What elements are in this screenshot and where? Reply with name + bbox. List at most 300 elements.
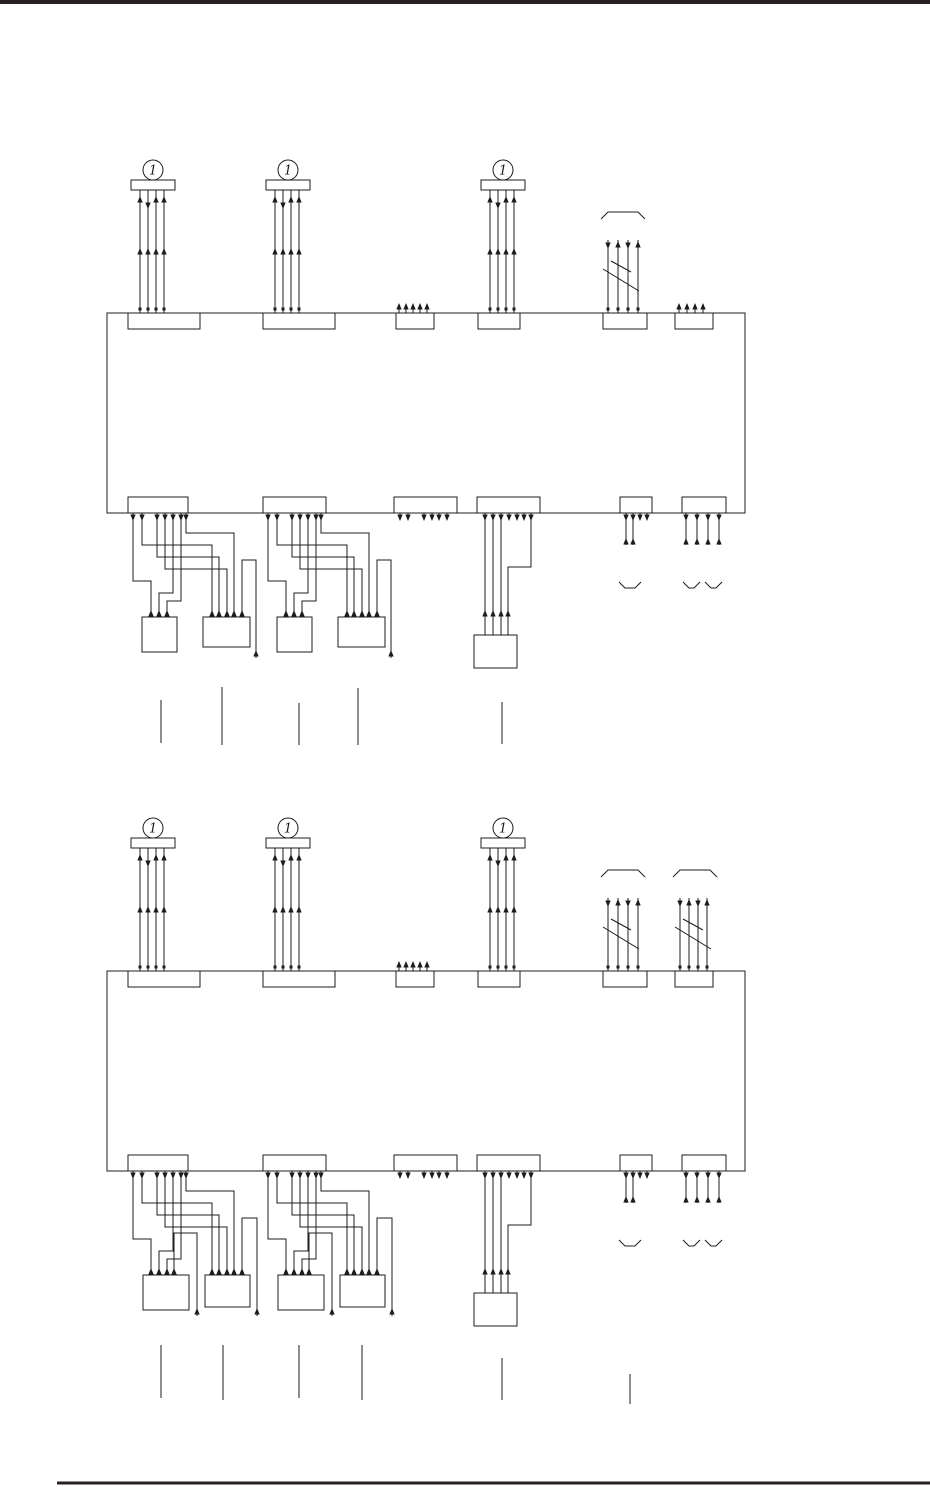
arrow-up	[623, 538, 628, 545]
device-box	[474, 1293, 517, 1326]
bottom-connector	[128, 497, 188, 513]
arrow-down	[528, 1173, 533, 1180]
arrow-down	[178, 515, 183, 522]
brace-down	[619, 1240, 641, 1246]
pin-dot	[688, 966, 691, 969]
arrow-down	[405, 1173, 410, 1180]
pin-dot	[505, 308, 508, 311]
arrow-up	[344, 610, 349, 617]
arrow-down	[274, 515, 279, 522]
pin-dot	[282, 308, 285, 311]
arrow-up	[209, 610, 214, 617]
device-box	[338, 617, 385, 647]
arrow-down	[178, 1173, 183, 1180]
device-box	[278, 1275, 324, 1310]
bottom-connector	[128, 1155, 188, 1171]
arrow-up	[272, 248, 277, 255]
pin-dot	[290, 966, 293, 969]
arrow-up	[615, 241, 620, 248]
arrow-down	[280, 861, 285, 868]
pin-dot	[282, 966, 285, 969]
arrow-up	[694, 1196, 699, 1203]
arrow-up	[692, 303, 697, 310]
wire-route	[292, 1171, 354, 1275]
wire-route	[508, 513, 531, 635]
arrow-down	[183, 515, 188, 522]
arrow-up	[503, 906, 508, 913]
arrow-up	[253, 650, 258, 657]
pin-dot	[298, 308, 301, 311]
arrow-down	[495, 861, 500, 868]
arrow-up	[280, 248, 285, 255]
arrow-up	[156, 1268, 161, 1275]
arrow-up	[288, 906, 293, 913]
arrow-up	[254, 1308, 259, 1315]
arrow-up	[700, 303, 705, 310]
pin-dot	[298, 966, 301, 969]
bottom-connector	[477, 497, 540, 513]
arrow-down	[605, 243, 610, 250]
arrow-down	[605, 901, 610, 908]
component-circle	[493, 160, 513, 180]
arrow-up	[635, 241, 640, 248]
arrow-up	[389, 1308, 394, 1315]
component-bar	[481, 180, 525, 190]
svg-text:1: 1	[148, 163, 158, 179]
arrow-up	[161, 906, 166, 913]
device-box	[474, 635, 517, 668]
arrow-up	[410, 961, 415, 968]
arrow-up	[705, 538, 710, 545]
pin-dot	[155, 966, 158, 969]
component-circle	[143, 160, 163, 180]
arrow-up	[503, 196, 508, 203]
arrow-up	[410, 303, 415, 310]
arrow-down	[498, 515, 503, 522]
arrow-up	[359, 1268, 364, 1275]
pin-dot	[513, 308, 516, 311]
device-box	[277, 617, 312, 652]
pin-dot	[147, 966, 150, 969]
wire-route	[292, 513, 354, 617]
wire-route	[242, 560, 256, 658]
pin-dot	[290, 308, 293, 311]
arrow-down	[444, 1173, 449, 1180]
arrow-down	[162, 515, 167, 522]
arrow-up	[272, 196, 277, 203]
component-circle	[278, 160, 298, 180]
bottom-connector	[477, 1155, 540, 1171]
arrow-up	[495, 248, 500, 255]
arrow-up	[296, 248, 301, 255]
arrow-down	[397, 1173, 402, 1180]
arrow-up	[511, 248, 516, 255]
arrow-up	[288, 196, 293, 203]
wire-route	[508, 1171, 531, 1293]
arrow-up	[137, 854, 142, 861]
arrow-down	[705, 515, 710, 522]
arrow-up	[716, 538, 721, 545]
arrow-up	[145, 248, 150, 255]
ecu-block	[107, 313, 745, 513]
svg-text:1: 1	[283, 821, 293, 837]
bottom-connector	[620, 497, 652, 513]
brace-down	[619, 582, 641, 588]
pin-dot	[627, 308, 630, 311]
arrow-down	[162, 1173, 167, 1180]
arrow-down	[444, 515, 449, 522]
arrow-down	[183, 1173, 188, 1180]
arrow-up	[216, 610, 221, 617]
arrow-up	[396, 303, 401, 310]
arrow-down	[495, 203, 500, 210]
pin-dot	[497, 308, 500, 311]
crossover-mark	[683, 919, 703, 930]
arrow-up	[161, 854, 166, 861]
arrow-up	[495, 906, 500, 913]
arrow-down	[145, 203, 150, 210]
brace-down	[683, 1240, 700, 1246]
wire-route	[167, 513, 181, 617]
arrow-down	[274, 1173, 279, 1180]
arrow-up	[171, 1268, 176, 1275]
arrow-up	[686, 899, 691, 906]
arrow-up	[156, 610, 161, 617]
top-connector	[396, 971, 434, 987]
arrow-up	[505, 1268, 510, 1275]
top-connector	[396, 313, 434, 329]
arrow-down	[405, 515, 410, 522]
pin-dot	[697, 966, 700, 969]
arrow-up	[623, 1196, 628, 1203]
arrow-down	[436, 515, 441, 522]
arrow-up	[272, 854, 277, 861]
arrow-up	[630, 1196, 635, 1203]
arrow-up	[280, 906, 285, 913]
arrow-up	[403, 961, 408, 968]
arrow-up	[388, 650, 393, 657]
arrow-down	[289, 515, 294, 522]
arrow-down	[429, 515, 434, 522]
arrow-up	[148, 1268, 153, 1275]
arrow-up	[299, 1268, 304, 1275]
arrow-down	[305, 515, 310, 522]
brace-up	[601, 212, 645, 219]
arrow-down	[318, 515, 323, 522]
arrow-up	[487, 854, 492, 861]
arrow-down	[498, 1173, 503, 1180]
arrow-up	[487, 906, 492, 913]
arrow-up	[482, 610, 487, 617]
arrow-up	[683, 538, 688, 545]
arrow-up	[137, 248, 142, 255]
arrow-down	[297, 1173, 302, 1180]
arrow-up	[329, 1308, 334, 1315]
arrow-up	[424, 961, 429, 968]
arrow-up	[503, 248, 508, 255]
arrow-up	[424, 303, 429, 310]
arrow-down	[623, 1173, 628, 1180]
component-circle	[493, 818, 513, 838]
arrow-up	[231, 1268, 236, 1275]
arrow-up	[487, 248, 492, 255]
arrow-down	[289, 1173, 294, 1180]
pin-dot	[637, 966, 640, 969]
arrow-up	[283, 1268, 288, 1275]
arrow-down	[154, 1173, 159, 1180]
bottom-connector	[263, 497, 326, 513]
top-connector	[263, 313, 335, 329]
component-circle	[143, 818, 163, 838]
arrow-up	[224, 1268, 229, 1275]
arrow-up	[231, 610, 236, 617]
arrow-up	[505, 610, 510, 617]
brace-down	[705, 582, 722, 588]
arrow-up	[164, 610, 169, 617]
arrow-up	[153, 248, 158, 255]
pin-dot	[139, 308, 142, 311]
component-bar	[131, 180, 175, 190]
arrow-down	[482, 1173, 487, 1180]
pin-dot	[617, 966, 620, 969]
arrow-down	[490, 1173, 495, 1180]
arrow-down	[429, 1173, 434, 1180]
pin-dot	[607, 966, 610, 969]
arrow-down	[145, 861, 150, 868]
arrow-down	[154, 515, 159, 522]
svg-text:1: 1	[148, 821, 158, 837]
brace-up	[673, 870, 717, 877]
top-connector	[675, 971, 713, 987]
arrow-up	[503, 854, 508, 861]
arrow-up	[137, 196, 142, 203]
arrow-up	[396, 961, 401, 968]
arrow-up	[283, 610, 288, 617]
arrow-up	[288, 248, 293, 255]
arrow-up	[209, 1268, 214, 1275]
arrow-up	[374, 1268, 379, 1275]
arrow-down	[644, 515, 649, 522]
pin-dot	[679, 966, 682, 969]
arrow-down	[482, 515, 487, 522]
arrow-down	[490, 515, 495, 522]
brace-down	[705, 1240, 722, 1246]
arrow-up	[239, 610, 244, 617]
component-circle	[278, 818, 298, 838]
device-box	[205, 1275, 250, 1307]
arrow-down	[130, 1173, 135, 1180]
top-connector	[675, 313, 713, 329]
arrow-up	[344, 1268, 349, 1275]
arrow-down	[313, 1173, 318, 1180]
wire-route	[377, 560, 391, 658]
arrow-down	[683, 515, 688, 522]
arrow-up	[716, 1196, 721, 1203]
arrow-down	[130, 515, 135, 522]
arrow-up	[635, 899, 640, 906]
arrow-up	[291, 610, 296, 617]
arrow-up	[498, 1268, 503, 1275]
pin-dot	[513, 966, 516, 969]
arrow-down	[630, 1173, 635, 1180]
arrow-down	[280, 203, 285, 210]
arrow-down	[716, 515, 721, 522]
arrow-down	[421, 515, 426, 522]
component-bar	[481, 838, 525, 848]
page-top-border	[0, 0, 930, 4]
arrow-down	[318, 1173, 323, 1180]
device-box	[340, 1275, 385, 1307]
arrow-down	[170, 515, 175, 522]
arrow-up	[403, 303, 408, 310]
pin-dot	[163, 966, 166, 969]
arrow-up	[705, 1196, 710, 1203]
top-connector	[478, 971, 520, 987]
pin-dot	[147, 308, 150, 311]
pin-dot	[637, 308, 640, 311]
arrow-down	[139, 1173, 144, 1180]
arrow-down	[705, 1173, 710, 1180]
arrow-up	[299, 610, 304, 617]
top-connector	[603, 971, 647, 987]
arrow-up	[164, 1268, 169, 1275]
pin-dot	[139, 966, 142, 969]
arrow-up	[366, 1268, 371, 1275]
arrow-down	[630, 515, 635, 522]
arrow-up	[161, 248, 166, 255]
arrow-down	[625, 243, 630, 250]
arrow-down	[528, 515, 533, 522]
bottom-connector	[263, 1155, 326, 1171]
arrow-down	[694, 1173, 699, 1180]
arrow-up	[153, 854, 158, 861]
top-connector	[128, 971, 200, 987]
pin-dot	[505, 966, 508, 969]
arrow-down	[506, 1173, 511, 1180]
bottom-connector	[682, 497, 726, 513]
component-bar	[266, 180, 310, 190]
svg-text:1: 1	[498, 163, 508, 179]
arrow-up	[366, 610, 371, 617]
brace-up	[601, 870, 645, 877]
arrow-up	[291, 1268, 296, 1275]
svg-text:1: 1	[283, 163, 293, 179]
arrow-up	[511, 196, 516, 203]
arrow-down	[644, 1173, 649, 1180]
component-bar	[131, 838, 175, 848]
pin-dot	[155, 308, 158, 311]
arrow-up	[482, 1268, 487, 1275]
arrow-down	[637, 515, 642, 522]
arrow-down	[397, 515, 402, 522]
arrow-down	[677, 901, 682, 908]
arrow-up	[359, 610, 364, 617]
arrow-down	[139, 515, 144, 522]
bottom-connector	[394, 497, 457, 513]
pin-dot	[617, 308, 620, 311]
arrow-down	[637, 1173, 642, 1180]
pin-dot	[627, 966, 630, 969]
bottom-connector	[682, 1155, 726, 1171]
arrow-up	[351, 610, 356, 617]
pin-dot	[706, 966, 709, 969]
top-connector	[128, 313, 200, 329]
arrow-down	[436, 1173, 441, 1180]
bottom-connector	[620, 1155, 652, 1171]
arrow-up	[417, 303, 422, 310]
arrow-up	[490, 1268, 495, 1275]
pin-dot	[497, 966, 500, 969]
arrow-up	[630, 538, 635, 545]
bottom-connector	[394, 1155, 457, 1171]
pin-dot	[607, 308, 610, 311]
arrow-up	[676, 303, 681, 310]
wire-route	[302, 513, 316, 617]
arrow-down	[625, 901, 630, 908]
arrow-up	[153, 906, 158, 913]
arrow-up	[194, 1308, 199, 1315]
arrow-up	[511, 906, 516, 913]
arrow-up	[288, 854, 293, 861]
arrow-up	[511, 854, 516, 861]
arrow-down	[683, 1173, 688, 1180]
arrow-down	[694, 515, 699, 522]
arrow-down	[170, 1173, 175, 1180]
wire-route	[157, 513, 219, 617]
arrow-down	[421, 1173, 426, 1180]
pin-dot	[489, 966, 492, 969]
arrow-down	[521, 1173, 526, 1180]
pin-dot	[163, 308, 166, 311]
pin-dot	[274, 966, 277, 969]
arrow-down	[506, 515, 511, 522]
device-box	[143, 1275, 189, 1310]
arrow-up	[498, 610, 503, 617]
top-connector	[603, 313, 647, 329]
arrow-up	[296, 906, 301, 913]
arrow-up	[216, 1268, 221, 1275]
arrow-up	[161, 196, 166, 203]
arrow-down	[313, 515, 318, 522]
device-box	[203, 617, 250, 647]
arrow-up	[153, 196, 158, 203]
arrow-down	[521, 515, 526, 522]
arrow-up	[487, 196, 492, 203]
arrow-up	[224, 610, 229, 617]
arrow-down	[297, 515, 302, 522]
component-bar	[266, 838, 310, 848]
pin-dot	[274, 308, 277, 311]
arrow-up	[351, 1268, 356, 1275]
arrow-down	[695, 901, 700, 908]
pin-dot	[489, 308, 492, 311]
arrow-up	[239, 1268, 244, 1275]
top-connector	[478, 313, 520, 329]
arrow-up	[306, 1268, 311, 1275]
brace-down	[683, 582, 700, 588]
arrow-up	[148, 610, 153, 617]
arrow-up	[704, 899, 709, 906]
arrow-down	[623, 515, 628, 522]
arrow-up	[145, 906, 150, 913]
arrow-up	[683, 1196, 688, 1203]
arrow-down	[716, 1173, 721, 1180]
arrow-down	[305, 1173, 310, 1180]
arrow-down	[265, 1173, 270, 1180]
arrow-up	[296, 854, 301, 861]
ecu-block	[107, 971, 745, 1171]
arrow-up	[684, 303, 689, 310]
